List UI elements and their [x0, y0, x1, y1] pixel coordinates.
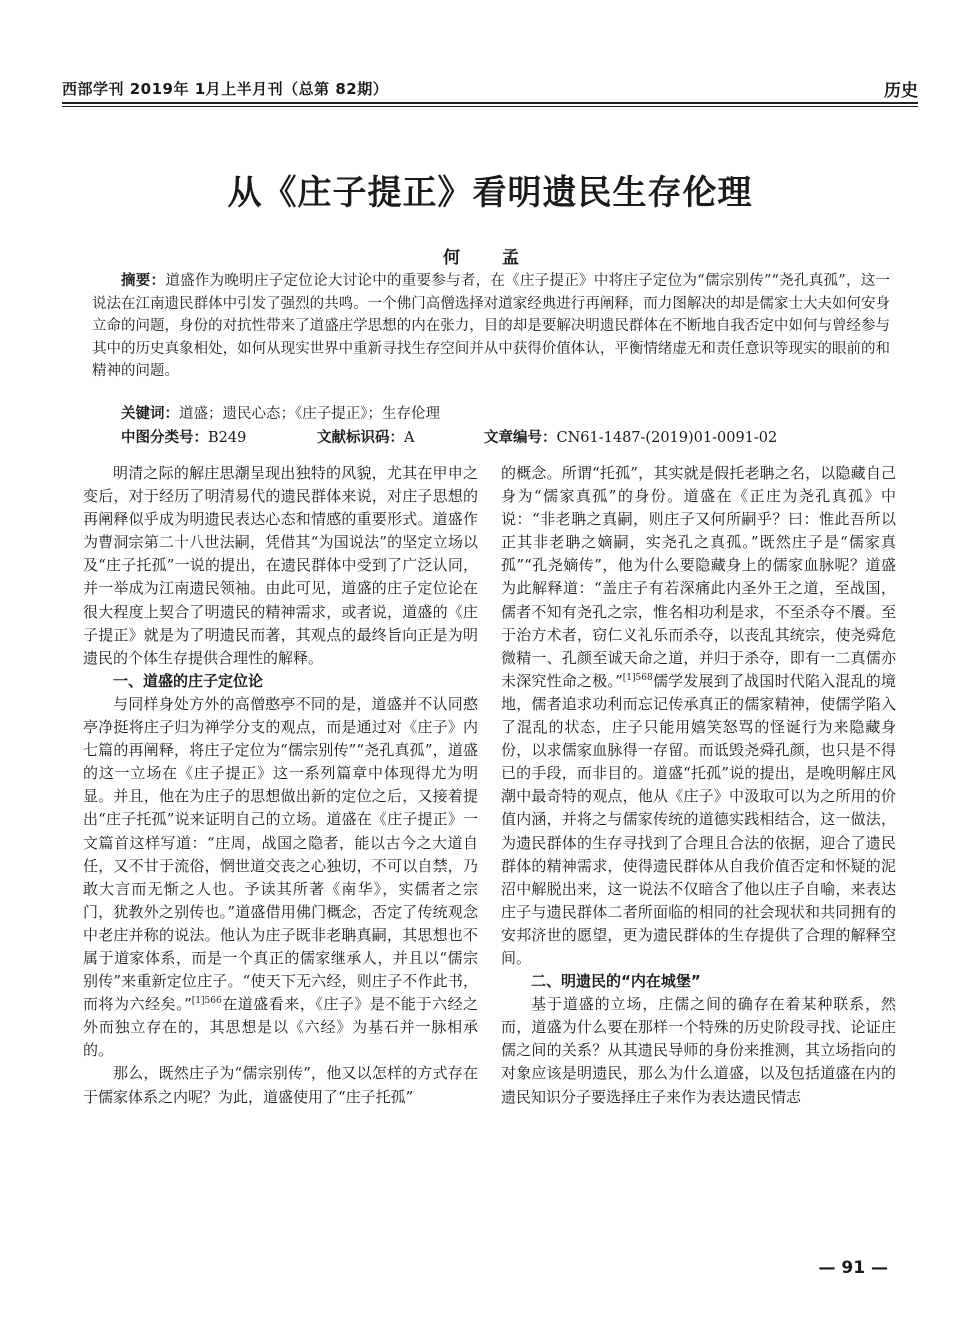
abstract-text: 道盛作为晚明庄子定位论大讨论中的重要参与者，在《庄子提正》中将庄子定位为“儒宗别传”“尧孔真孤”，这一说法在江南遗民群体中引发了强烈的共鸣。一个佛门高僧选择对道家经典进行再阐释，而力图解决的却是儒家士大夫如何安身立命的问题，身份的对抗性带来了道盛庄学思想的内在张力，目的却是要解决明遗民群体在不断地自我否定中如何与曾经参与其中的历史真象相处，如何从现实世界中重新寻找生存空间并从中获得价值体认，平衡情绪虚无和责任意识等现实的眼前的和精神的问题。	[92, 273, 890, 379]
section-name: 历史	[884, 81, 918, 101]
article-label: 文章编号：	[484, 430, 557, 446]
clc-value: B249	[208, 430, 247, 446]
abstract	[92, 270, 890, 383]
clc-label: 中图分类号：	[121, 430, 208, 446]
section-heading-2: 二、明遗民的“内在城堡”	[531, 972, 701, 991]
paragraph: 那么，既然庄子为“儒宗别传”，他又以怎样的方式存在于儒家体系之内呢？为此，道盛使用了“庄子托孤”	[83, 1064, 478, 1106]
citation: [1]566	[191, 996, 222, 1007]
paragraph-text: 儒学发展到了战国时代陷入混乱的境地，儒者追求功利而忘记传承真正的儒家精神，使儒学陷入了混乱的状态，庄子只能用嬉笑怒骂的怪诞行为来隐藏身份，以求儒家血脉得一存留。而诋毁尧舜孔颜，也只是不得已的手段，而非目的。道盛“托孤”说的提出，是晚明解庄风潮中最奇特的观点，他从《庄子》中汲取可以为之所用的价值内涵，并将之与儒家传统的道德实践相结合，这一做法，为遗民群体的生存寻找到了合理且合法的依据，迎合了遗民群体的精神需求，使得遗民群体从自我价值否定和怀疑的泥沼中解脱出来，这一说法不仅暗含了他以庄子自喻，来表达庄子与遗民群体二者所面临的相同的社会现状和共同拥有的安邦济世的愿望，更为遗民群体的生存提供了合理的解释空间。	[501, 671, 896, 967]
paragraph: 基于道盛的立场，庄儒之间的确存在着某种联系，然而，道盛为什么要在那样一个特殊的历史阶段寻找、论证庄儒之间的关系？从其遗民导师的身份来推测，其立场指向的对象应该是明遗民，那么为什么道盛，以及包括道盛在内的遗民知识分子要选择庄子来作为表达遗民情志	[501, 995, 896, 1106]
keywords-text: 道盛；遗民心态；《庄子提正》；生存伦理	[179, 406, 440, 422]
doc-label: 文献标识码：	[317, 430, 404, 446]
clc-code	[121, 426, 246, 447]
doc-value: A	[404, 430, 415, 446]
keywords	[92, 402, 890, 423]
page-number: — 91 —	[818, 1258, 888, 1278]
classification-line	[92, 426, 890, 448]
abstract-label: 摘要：	[121, 273, 166, 289]
paragraph-text: 与同样身处方外的高僧憨亭不同的是，道盛并不认同憨亭净挺将庄子归为禅学分支的观点，而是通过对《庄子》内七篇的再阐释，将庄子定位为“儒宗别传”“尧孔真孤”，道盛的这一立场在《庄子提正》这一系列篇章中体现得尤为明显。并且，他在为庄子的思想做出新的定位之后，又接着提出“庄子托孤”说来证明自己的立场。道盛在《庄子提正》一文篇首这样写道：“庄周，战国之隐者，能以古今之大道自任，又不甘于流俗，惘世道交丧之心独切，不可以自禁，乃敢大言而无惭之人也。予读其所著《南华》，实儒者之宗门，犹教外之别传也。”道盛借用佛门概念，否定了传统观念中老庄并称的说法。他认为庄子既非老聃真嗣，其思想也不属于道家体系，而是一个真正的儒家继承人，并且以“儒宗别传”来重新定位庄子。“使天下无六经，则庄子不作此书，而将为六经矣。”	[83, 694, 478, 1014]
citation: [1]568	[622, 672, 653, 683]
paragraph-text: 的概念。所谓“托孤”，其实就是假托老聃之名，以隐藏自己身为“儒家真孤”的身份。道盛在《正庄为尧孔真孤》中说：“非老聃之真嗣，则庄子又何所嗣乎？曰：惟此吾所以正其非老聃之嫡嗣，实尧孔之真孤。”既然庄子是“儒家真孤”“孔尧嫡传”，他为什么要隐藏身上的儒家血脉呢？道盛为此解释道：“盖庄子有若深痛此内圣外王之道，至战国，儒者不知有尧孔之宗，惟名相功利是求，不至杀夺不餍。至于治方术者，窃仁义礼乐而杀夺，以丧乱其统宗，使尧舜危微精一、孔颜至诚天命之道，并归于杀夺，即有一二真儒亦未深究性命之极。”	[501, 464, 896, 690]
article-number	[484, 426, 777, 447]
section-heading-1: 一、道盛的庄子定位论	[113, 671, 264, 690]
article-value: CN61-1487-(2019)01-0091-02	[556, 430, 778, 446]
journal-issue: 西部学刊 2019年 1月上半月刊（总第 82期）	[62, 80, 389, 98]
running-header	[62, 74, 918, 102]
keywords-label: 关键词：	[121, 406, 179, 422]
author-name: 何 孟	[443, 248, 537, 268]
paragraph	[83, 693, 478, 1063]
right-column	[501, 462, 896, 1109]
paragraph	[501, 462, 896, 970]
paragraph: 明清之际的解庄思潮呈现出独特的风貌，尤其在甲申之变后，对于经历了明清易代的遗民群体来说，对庄子思想的再阐释似乎成为明遗民表达心态和情感的重要形式。道盛作为曹洞宗第二十八世法嗣，凭借其“为国说法”的坚定立场以及“庄子托孤”一说的提出，在遗民群体中受到了广泛认同，并一举成为江南遗民领袖。由此可见，道盛的庄子定位论在很大程度上契合了明遗民的精神需求，或者说，道盛的《庄子提正》就是为了明遗民而著，其观点的最终旨向正是为明遗民的个体生存提供合理性的解释。	[83, 464, 478, 667]
article-title: 从《庄子提正》看明遗民生存伦理	[227, 173, 753, 213]
paragraph-text: 在道盛看来，《庄子》是不能于六经之外而独立存在的，其思想是以《六经》为基石并一脉相承的。	[83, 995, 478, 1060]
document-code	[317, 426, 414, 447]
left-column	[83, 462, 478, 1109]
header-rule	[62, 102, 918, 107]
